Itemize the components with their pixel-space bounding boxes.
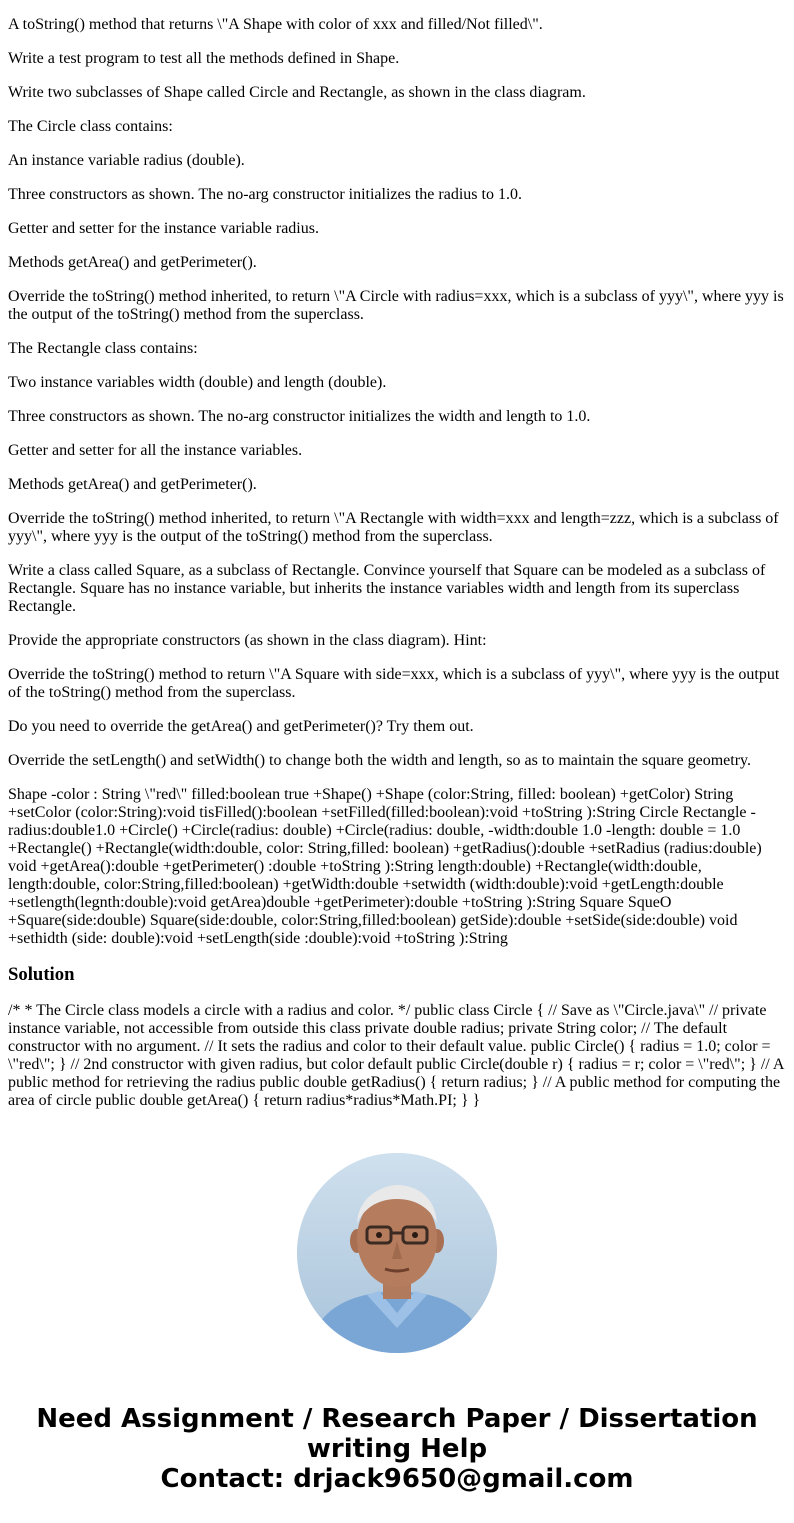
paragraph: Do you need to override the getArea() and getPerimeter()? Try them out. bbox=[8, 718, 474, 735]
paragraph: Write two subclasses of Shape called Circle and Rectangle, as shown in the class diagram. bbox=[8, 84, 586, 101]
paragraph: The Circle class contains: bbox=[8, 118, 173, 135]
paragraph: Write a class called Square, as a subclass of Rectangle. Convince yourself that Square can be modeled as a subclass of Rectangle. Square has no instance variable, but inherits the instance variables width and length from its superclass Rectangle. bbox=[8, 562, 770, 615]
solution-heading: Solution bbox=[8, 964, 75, 985]
paragraph: Override the toString() method inherited, to return \"A Rectangle with width=xxx and length=zzz, which is a subclass of yyy\", where yyy is the output of the toString() method from the superclass. bbox=[8, 510, 783, 545]
cta-line-1: Need Assignment / Research Paper / Dissertation bbox=[36, 1404, 758, 1434]
contact-banner bbox=[0, 1404, 794, 1494]
paragraph: Three constructors as shown. The no-arg constructor initializes the width and length to 1.0. bbox=[8, 408, 591, 425]
paragraph: The Rectangle class contains: bbox=[8, 340, 198, 357]
solution-code: /* * The Circle class models a circle with a radius and color. */ public class Circle { // Save as \"Circle.java\" // private instance variable, not accessible from outside this class private double radius; private String color; // The default constructor with no argument. // It sets the radius and color to their default value. public Circle() { radius = 1.0; color = \"red\"; } // 2nd constructor with given radius, but color default public Circle(double r) { radius = r; color = \"red\"; } // A public method for retrieving the radius public double getRadius() { return radius; } // A public method for computing the area of circle public double getArea() { return radius*radius*Math.PI; } } bbox=[8, 1002, 788, 1109]
author-photo-illustration bbox=[297, 1153, 497, 1353]
paragraph: Override the toString() method to return \"A Square with side=xxx, which is a subclass of yyy\", where yyy is the output of the toString() method from the superclass. bbox=[8, 666, 784, 701]
cta-line-2: writing Help bbox=[306, 1434, 488, 1464]
class-diagram-text: Shape -color : String \"red\" filled:boolean true +Shape() +Shape (color:String, filled: boolean) +getColor) String +setColor (color:String):void tisFilled():boolean +setFilled(filled:boolean):void +toString ):String Circle Rectangle -radius:double1.0 +Circle() +Circle(radius: double) +Circle(radius: double, -width:double 1.0 -length: double = 1.0 +Rectangle() +Rectangle(width:double, color: String,filled: boolean) +getRadius():double +setRadius (radius:double) void +getArea():double +getPerimeter() :double +toString ):String length:double) +Rectangle(width:double, length:double, color:String,filled:boolean) +getWidth:double +setwidth (width:double):void +getLength:double +setlength(legnth:double):void getArea)double +getPerimeter):double +toString ):String Square SqueO +Square(side:double) Square(side:double, color:String,filled:boolean) getSide):double +setSide(side:double) void +sethidth (side: double):void +setLength(side :double):void +toString ):String bbox=[8, 786, 766, 947]
paragraph: Provide the appropriate constructors (as shown in the class diagram). Hint: bbox=[8, 632, 487, 649]
paragraph: Getter and setter for all the instance variables. bbox=[8, 442, 303, 459]
paragraph: Three constructors as shown. The no-arg constructor initializes the radius to 1.0. bbox=[8, 186, 522, 203]
paragraph: Methods getArea() and getPerimeter(). bbox=[8, 476, 257, 493]
paragraph: Two instance variables width (double) and length (double). bbox=[8, 374, 387, 391]
article-content bbox=[8, 16, 786, 1126]
paragraph: Override the setLength() and setWidth() to change both the width and length, so as to maintain the square geometry. bbox=[8, 752, 751, 769]
paragraph: An instance variable radius (double). bbox=[8, 152, 245, 169]
paragraph: Methods getArea() and getPerimeter(). bbox=[8, 254, 257, 271]
cta-contact-email: Contact: drjack9650@gmail.com bbox=[160, 1464, 634, 1494]
paragraph: A toString() method that returns \"A Shape with color of xxx and filled/Not filled\". bbox=[8, 16, 543, 33]
paragraph: Write a test program to test all the methods defined in Shape. bbox=[8, 50, 400, 67]
paragraph: Getter and setter for the instance variable radius. bbox=[8, 220, 319, 237]
paragraph: Override the toString() method inherited, to return \"A Circle with radius=xxx, which is a subclass of yyy\", where yyy is the output of the toString() method from the superclass. bbox=[8, 288, 788, 323]
author-photo bbox=[297, 1153, 497, 1353]
